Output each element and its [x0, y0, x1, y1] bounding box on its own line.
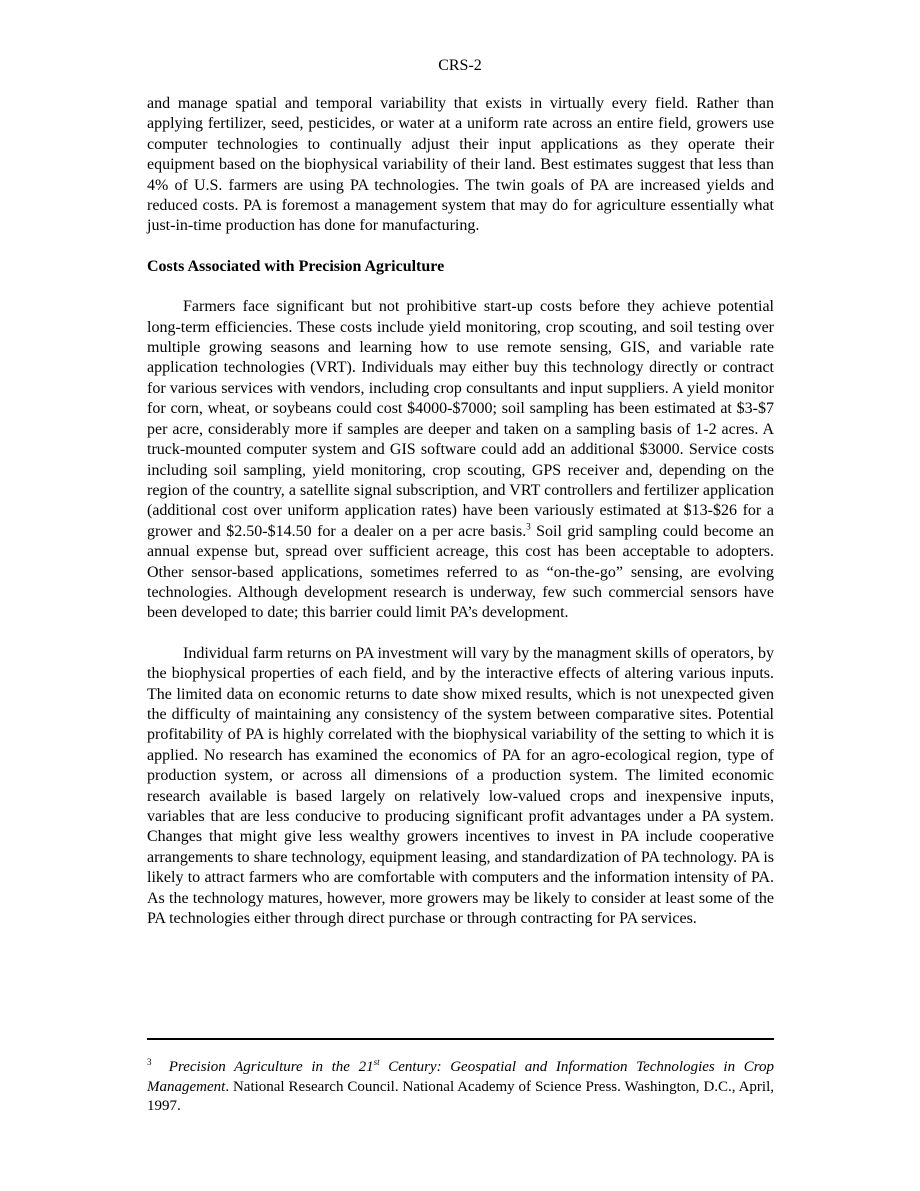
section-heading: Costs Associated with Precision Agriculture: [147, 257, 445, 275]
footnote-title-part1: Precision Agriculture in the 21: [168, 1059, 374, 1075]
footnote-title-ordinal: st: [373, 1057, 380, 1067]
footnote-citation: . National Research Council. National Academy of Science Press. Washington, D.C., April, 1997.: [147, 1078, 774, 1114]
footnote-divider: [147, 1038, 774, 1040]
document-body: [147, 94, 774, 929]
paragraph-spacer: [147, 624, 774, 644]
returns-paragraph: Individual farm returns on PA investment will vary by the managment skills of operators, by the biophysical properties of each field, and by the interactive effects of altering various inputs. The limited data on economic returns to date show mixed results, which is not unexpected given the difficulty of maintaining any consistency of the system between comparative sites. Potential profitability of PA is highly correlated with the biophysical variability of the setting to which it is applied. No research has examined the economics of PA for an agro-ecological region, type of production system, or across all dimensions of a production system. The limited economic research available is based largely on relatively low-valued crops and inexpensive inputs, variables that are less conducive to producing significant profit advantages under a PA system. Changes that might give less wealthy growers incentives to invest in PA include cooperative arrangements to share technology, equipment leasing, and standardization of PA technology. PA is likely to attract farmers who are comfortable with computers and the information intensity of PA. As the technology matures, however, more growers may be likely to consider at least some of the PA technologies either through direct purchase or through contracting for PA services.: [147, 644, 774, 928]
footnote-number: 3: [147, 1057, 152, 1067]
costs-paragraph-text-b: Soil grid sampling could become an annual expense but, spread over sufficient acreage, this cost has been acceptable to adopters. Other sensor-based applications, sometimes referred to as “on-the-go” sensing, are evolving technologies. Although development research is underway, few such commercial sensors have been developed to date; this barrier could limit PA’s development.: [147, 522, 774, 622]
footnote-reference[interactable]: 3: [526, 521, 531, 532]
costs-paragraph-text-a: Farmers face significant but not prohibitive start-up costs before they achieve potential long-term efficiencies. These costs include yield monitoring, crop scouting, and soil testing over multiple growing seasons and learning how to use remote sensing, GIS, and variable rate application technologies (VRT). Individuals may either buy this technology directly or contract for various services with vendors, including crop consultants and input suppliers. A yield monitor for corn, wheat, or soybeans could cost $4000-$7000; soil sampling has been estimated at $3-$7 per acre, considerably more if samples are deeper and taken on a sampling basis of 1-2 acres. A truck-mounted computer system and GIS software could add an additional $3000. Service costs including soil sampling, yield monitoring, crop scouting, GPS receiver and, depending on the region of the country, a satellite signal subscription, and VRT controllers and fertilizer application (additional cost over uniform application rates) have been variously estimated at $13-$26 for a grower and $2.50-$14.50 for a dealer on a per acre basis.: [147, 298, 774, 540]
page-number-label: CRS-2: [438, 57, 482, 74]
page-header: [0, 56, 920, 76]
footnote-title-part2: Century: Geospatial and Information Technologies in Crop Management: [147, 1059, 774, 1095]
footnote: [147, 1058, 774, 1117]
costs-paragraph: [147, 297, 774, 624]
intro-paragraph: and manage spatial and temporal variability that exists in virtually every field. Rather than applying fertilizer, seed, pesticides, or water at a uniform rate across an entire field, growers use computer technologies to continually adjust their input applications as they operate their equipment based on the biophysical variability of their land. Best estimates suggest that less than 4% of U.S. farmers are using PA technologies. The twin goals of PA are increased yields and reduced costs. PA is foremost a management system that may do for agriculture essentially what just-in-time production has done for manufacturing.: [147, 95, 774, 235]
